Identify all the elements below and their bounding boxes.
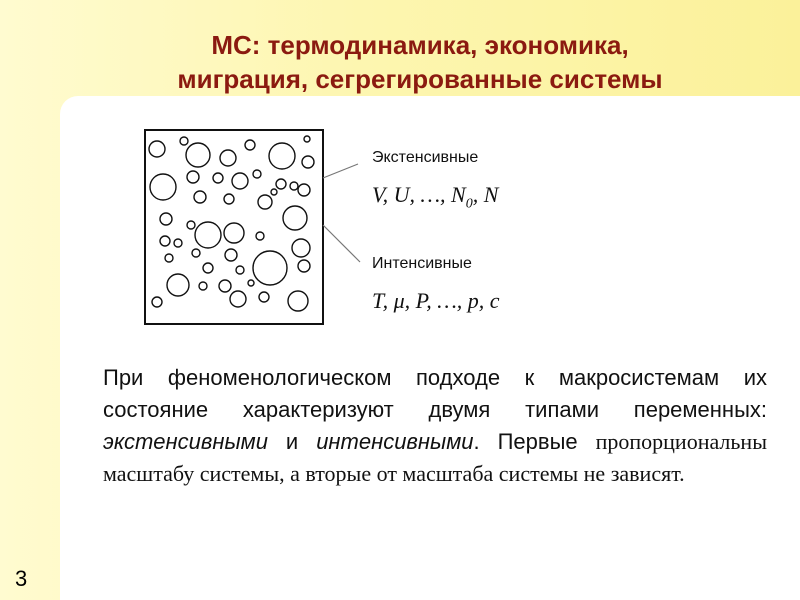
extensive-term: экстенсивными xyxy=(103,429,268,454)
particles xyxy=(149,136,314,311)
particle xyxy=(256,232,264,240)
particle xyxy=(150,174,176,200)
particle xyxy=(199,282,207,290)
particle xyxy=(259,292,269,302)
particle xyxy=(224,194,234,204)
particle xyxy=(288,291,308,311)
particle xyxy=(258,195,272,209)
extensive-formula-main: V, U, …, N xyxy=(372,182,466,207)
particle xyxy=(180,137,188,145)
intensive-connector xyxy=(323,225,360,262)
particle xyxy=(186,143,210,167)
particle xyxy=(304,136,310,142)
extensive-formula-subscript: 0 xyxy=(465,196,473,212)
paragraph-text-1: При феноменологическом подходе к макросистемам их состояние характеризуют двумя типами переменных: xyxy=(103,365,767,422)
extensive-formula xyxy=(372,182,498,212)
particle xyxy=(167,274,189,296)
particle xyxy=(245,140,255,150)
title-line-2: миграция, сегрегированные системы xyxy=(177,64,663,94)
particle xyxy=(220,150,236,166)
particle xyxy=(149,141,165,157)
particle xyxy=(203,263,213,273)
system-box xyxy=(145,130,323,324)
particle xyxy=(271,189,277,195)
particle xyxy=(152,297,162,307)
particle xyxy=(269,143,295,169)
extensive-formula-tail: , N xyxy=(472,182,499,207)
particle xyxy=(236,266,244,274)
extensive-connector xyxy=(323,164,358,178)
particle xyxy=(298,184,310,196)
particle xyxy=(253,251,287,285)
particle xyxy=(195,222,221,248)
particle xyxy=(165,254,173,262)
particle xyxy=(253,170,261,178)
paragraph-text-2: . Первые xyxy=(473,429,596,454)
particle xyxy=(187,171,199,183)
intensive-term: интенсивными xyxy=(316,429,474,454)
particle xyxy=(302,156,314,168)
description-paragraph xyxy=(103,362,767,490)
paragraph-and: и xyxy=(267,429,317,454)
intensive-formula: T, μ, P, …, p, c xyxy=(372,288,500,313)
particle xyxy=(298,260,310,272)
particle xyxy=(276,179,286,189)
particle xyxy=(230,291,246,307)
particle xyxy=(283,206,307,230)
particle xyxy=(187,221,195,229)
particle xyxy=(248,280,254,286)
particle xyxy=(224,223,244,243)
particle xyxy=(292,239,310,257)
extensive-label: Экстенсивные xyxy=(372,149,479,166)
particle xyxy=(160,213,172,225)
page-number: 3 xyxy=(15,566,28,591)
particle xyxy=(225,249,237,261)
particle xyxy=(174,239,182,247)
particle xyxy=(290,182,298,190)
title-line-1: МС: термодинамика, экономика, xyxy=(211,30,629,60)
intensive-label: Интенсивные xyxy=(372,255,472,272)
particle xyxy=(213,173,223,183)
particle xyxy=(192,249,200,257)
paragraph-text-3: пропорциональны масштабу системы, а вторые от масштаба системы не зависят. xyxy=(103,429,767,486)
particle xyxy=(194,191,206,203)
particle xyxy=(219,280,231,292)
particle xyxy=(232,173,248,189)
particle xyxy=(160,236,170,246)
